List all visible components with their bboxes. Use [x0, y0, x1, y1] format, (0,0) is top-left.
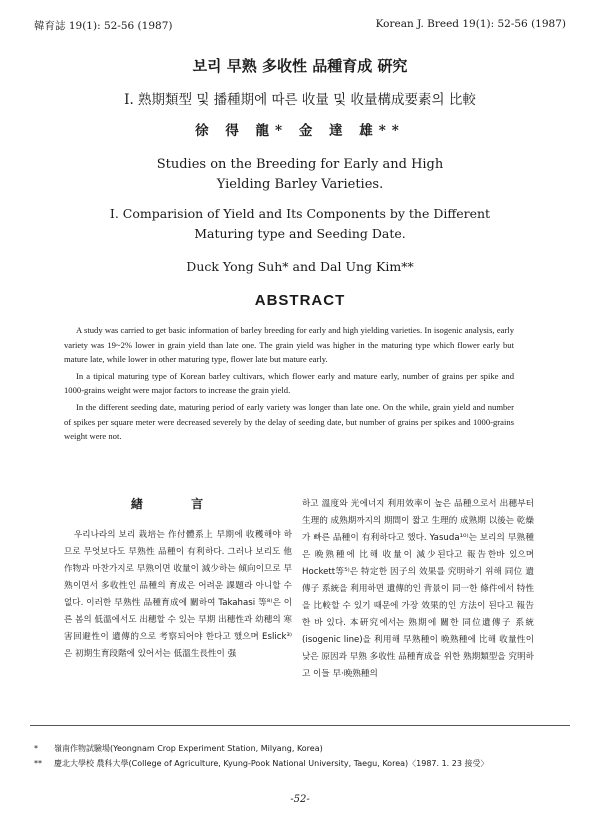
section-heading-introduction: 緖 言: [130, 497, 226, 511]
subtitle-english-line: Ⅰ. Comparision of Yield and Its Components by the Different: [109, 206, 491, 221]
footnote-affiliation-1: [34, 742, 564, 755]
body-paragraph: 하고 溫度와 光에너지 利用效率이 높은 品種으로서 出穗부터 生理的 成熟期까지의 期間이 짧고 生理的 成熟期 以後는 乾燥가 빠른 品種이 有利하다고 했다. Yasuda¹⁰⁾는 보리의 早熟種은 晩熟種에 比해 收量이 減少된다고 報告한바 있으며 Hockett等⁵⁾은 特定한 因子의 效果를 究明하기 위해 同位 遺傳子 系統을 利用하면 遺傳的인 背景이 同一한 條件에서 特性을 比較할 수 있기 때문에 가장 效果的인 方法이 된다고 報告한 바 있다. 本硏究에서는 熟期에 關한 同位遺傳子 系統(isogenic line)을 利用해 早熟種이 晩熟種에 比해 收量性이 낮은 原因과 早熟 多收性 品種育成을 위한 熟期類型을 究明하고 이들 早·晩熟種의: [302, 499, 534, 679]
abstract-paragraph: In the different seeding date, maturing period of early variety was longer than late one. On the while, grain yield and number of spikes per square meter were decreased severely by the delay of seeding date, but number of grains per spikes and 1000-grains weight were not.: [64, 401, 514, 442]
page-number: -52-: [290, 794, 310, 805]
body-column-right: [302, 496, 534, 683]
running-header-right: Korean J. Breed 19(1): 52-56 (1987): [375, 18, 566, 30]
footnote-divider: [30, 725, 570, 726]
footnote-text: 慶北大學校 農科大學(College of Agriculture, Kyung-Pook National University, Taegu, Korea)〈1987. 1. 23 接受〉: [54, 759, 489, 768]
abstract-paragraph: A study was carried to get basic information of barley breeding for early and high yielding varieties. In isogenic analysis, early variety was 19~2% lower in grain yield than late one. The grain yield was higher in the maturing type which flower early but mature late, while lower in other maturing type, flower late but mature early.: [64, 325, 514, 365]
footnote-affiliation-2: [34, 757, 564, 770]
footnote-mark: **: [34, 759, 42, 768]
footnote-mark: *: [34, 744, 38, 753]
title-english-line: Studies on the Breeding for Early and High: [156, 157, 444, 172]
title-english: [0, 155, 600, 195]
authors-english: Duck Yong Suh* and Dal Ung Kim**: [186, 259, 414, 274]
footnote-text: 嶺南作物試驗場(Yeongnam Crop Experiment Station, Milyang, Korea): [54, 744, 323, 753]
abstract-heading: ABSTRACT: [254, 292, 346, 309]
body-paragraph: 우리나라의 보리 栽培는 作付體系上 早期에 收穫해야 하므로 무엇보다도 早熟性 品種이 有利하다. 그러나 보리도 他作物과 마찬가지로 早熟이면 收量이 減少하는 傾向이므로 早熟이면서 多收性인 品種의 育成은 어려운 課題라 아니할 수 없다. 이러한 早熟性 品種育成에 關하여 Takahasi 等⁸⁾은 이른 봄의 低溫에서도 出穗할 수 있는 早期 出穗性과 幼穗의 寒害回避性이 遺傳的으로 考察되어야 한다고 했으며 Eslick³⁾은 初期生育段階에 있어서는 低溫生長性이 强: [64, 530, 292, 659]
body-column-left: [64, 496, 292, 663]
abstract-body: [64, 323, 514, 446]
subtitle-english-line: Maturing type and Seeding Date.: [194, 226, 406, 241]
abstract-paragraph: In a tipical maturing type of Korean barley cultivars, which flower early and mature early, number of grains per spike and 1000-grains weight were major factors to increase the grain yield.: [64, 370, 514, 396]
title-korean: 보리 早熟 多收性 品種育成 硏究: [192, 57, 408, 75]
subtitle-korean: Ⅰ. 熟期類型 및 播種期에 따른 收量 및 收量構成要素의 比較: [124, 92, 476, 108]
title-english-line: Yielding Barley Varieties.: [216, 177, 384, 192]
authors-korean: 徐 得 龍* 金 達 雄**: [195, 123, 405, 139]
running-header-left: 韓育誌 19(1): 52-56 (1987): [34, 20, 173, 32]
subtitle-english: [0, 204, 600, 244]
